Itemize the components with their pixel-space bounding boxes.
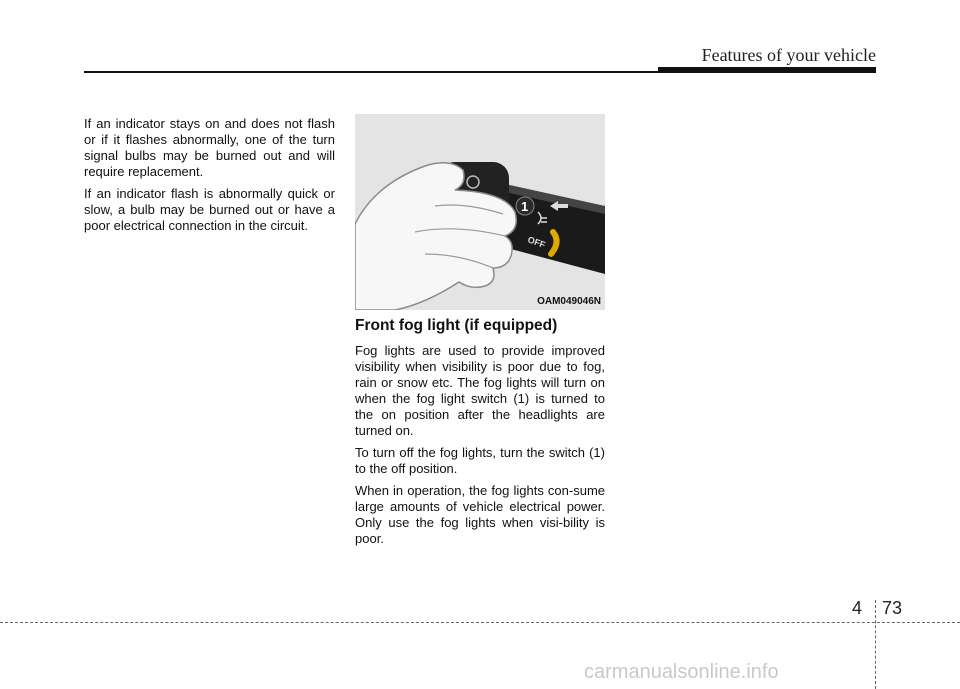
watermark-link[interactable]: carmanualsonline.info	[584, 661, 779, 683]
header-rule-thin	[84, 71, 676, 73]
right-column	[355, 316, 605, 553]
left-paragraph-1: If an indicator stays on and does not flash or if it flashes abnormally, one of the turn signal bulbs may be burned out and will require replacement.	[84, 116, 335, 179]
chapter-number: 4	[852, 598, 863, 618]
footer-dashed-divider	[875, 600, 876, 689]
off-label: OFF	[526, 234, 547, 251]
right-paragraph-2: To turn off the fog lights, turn the switch (1) to the off position.	[355, 445, 605, 476]
left-column	[84, 116, 335, 240]
header-rule-thick	[658, 67, 876, 73]
switch-number-label: 1	[521, 199, 529, 214]
figure-code: OAM049046N	[537, 296, 601, 307]
footer-dashed-line	[0, 622, 960, 623]
left-paragraph-2: If an indicator flash is abnormally quick or slow, a bulb may be burned out or have a poor electrical connection in the circuit.	[84, 186, 335, 233]
right-paragraph-3: When in operation, the fog lights con-sume large amounts of vehicle electrical power. Only use the fog lights when visi-bility is poor.	[355, 483, 605, 546]
running-header-title: Features of your vehicle	[701, 45, 876, 65]
page-number: 73	[882, 598, 903, 618]
right-paragraph-1: Fog lights are used to provide improved visibility when visibility is poor due to fog, rain or snow etc. The fog lights will turn on when the fog light switch (1) is turned to the on position after the headlights are turned on.	[355, 343, 605, 438]
hand-on-stalk-drawing	[355, 114, 605, 310]
fog-light-switch-illustration	[355, 114, 605, 310]
section-heading: Front fog light (if equipped)	[355, 317, 558, 334]
